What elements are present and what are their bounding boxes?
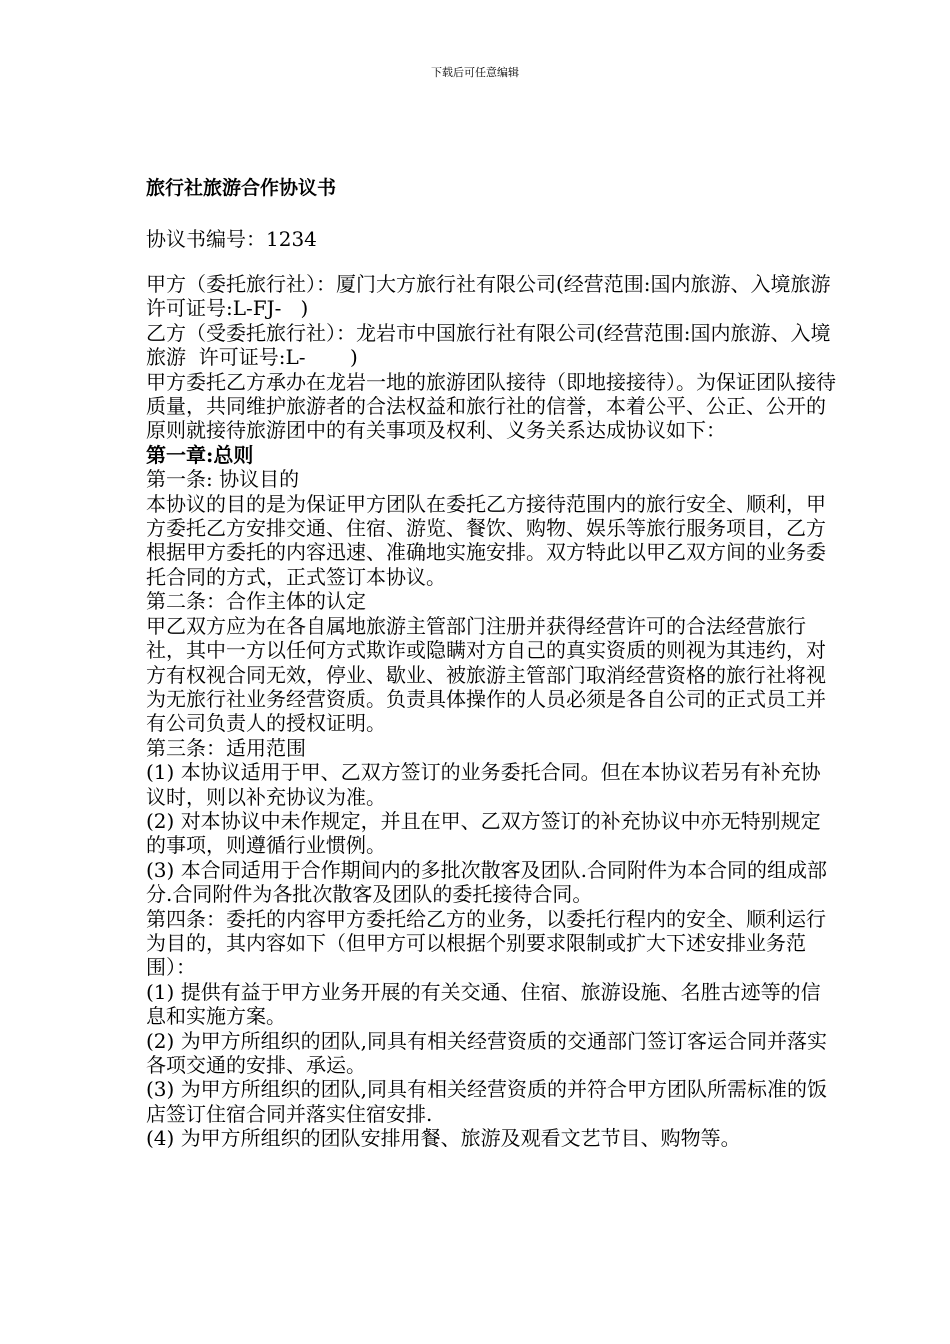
article-4-item-4: (4) 为甲方所组织的团队安排用餐、旅游及观看文艺节目、购物等。	[146, 1126, 741, 1151]
party-a: 甲方（委托旅行社）：厦门大方旅行社有限公司(经营范围:国内旅游、入境旅游 许可证号:L-FJ- )	[146, 272, 844, 321]
chapter-heading: 第一章:总则	[146, 442, 254, 467]
article-3-item-1: (1) 本协议适用于甲、乙双方签订的业务委托合同。但在本协议若另有补充协议时，则以补充协议为准。	[146, 760, 821, 809]
article-1-title: 第一条: 协议目的	[146, 467, 300, 492]
article-4-body: 第四条：委托的内容甲方委托给乙方的业务，以委托行程内的安全、顺利运行为目的，其内容如下（但甲方可以根据个别要求限制或扩大下述安排业务范围）：	[146, 906, 826, 980]
article-4-item-3: (3) 为甲方所组织的团队,同具有相关经营资质的并符合甲方团队所需标准的饭店签订住宿合同并落实住宿安排.	[146, 1077, 828, 1126]
preamble: 甲方委托乙方承办在龙岩一地的旅游团队接待（即地接接待）。为保证团队接待质量，共同维护旅游者的合法权益和旅行社的信誉，本着公平、公正、公开的原则就接待旅游团中的有关事项及权利、义务关系达成协议如下：	[146, 369, 836, 443]
party-b: 乙方（受委托旅行社）：龙岩市中国旅行社有限公司(经营范围:国内旅游、入境旅游 许可证号:L- )	[146, 320, 831, 370]
article-3-title: 第三条：适用范围	[146, 735, 306, 760]
article-2-body: 甲乙双方应为在各自属地旅游主管部门注册并获得经营许可的合法经营旅行社，其中一方以任何方式欺诈或隐瞒对方自己的真实资质的则视为其违约，对方有权视合同无效，停业、歇业、被旅游主管部门取消经营资格的旅行社将视为无旅行社业务经营资质。负责具体操作的人员必须是各自公司的正式员工并有公司负责人的授权证明。	[146, 613, 826, 736]
document-title: 旅行社旅游合作协议书	[146, 177, 337, 199]
article-4-item-2: (2) 为甲方所组织的团队,同具有相关经营资质的交通部门签订客运合同并落实各项交通的安排、承运。	[146, 1028, 828, 1077]
page-header: 下载后可任意编辑	[431, 66, 519, 79]
document-number: 协议书编号：1234	[146, 227, 317, 251]
article-3-item-2: (2) 对本协议中未作规定，并且在甲、乙双方签订的补充协议中亦无特别规定的事项，则遵循行业惯例。	[146, 808, 821, 858]
article-2-title: 第二条：合作主体的认定	[146, 589, 366, 614]
document-body	[146, 272, 844, 1151]
article-1-body: 本协议的目的是为保证甲方团队在委托乙方接待范围内的旅行安全、顺利，甲方委托乙方安排交通、住宿、游览、餐饮、购物、娱乐等旅行服务项目，乙方根据甲方委托的内容迅速、准确地实施安排。双方特此以甲乙双方间的业务委托合同的方式，正式签订本协议。	[146, 491, 826, 589]
article-3-item-3: (3) 本合同适用于合作期间内的多批次散客及团队.合同附件为本合同的组成部分.合同附件为各批次散客及团队的委托接待合同。	[146, 857, 828, 907]
article-4-item-1: (1) 提供有益于甲方业务开展的有关交通、住宿、旅游设施、名胜古迹等的信息和实施方案。	[146, 979, 821, 1029]
